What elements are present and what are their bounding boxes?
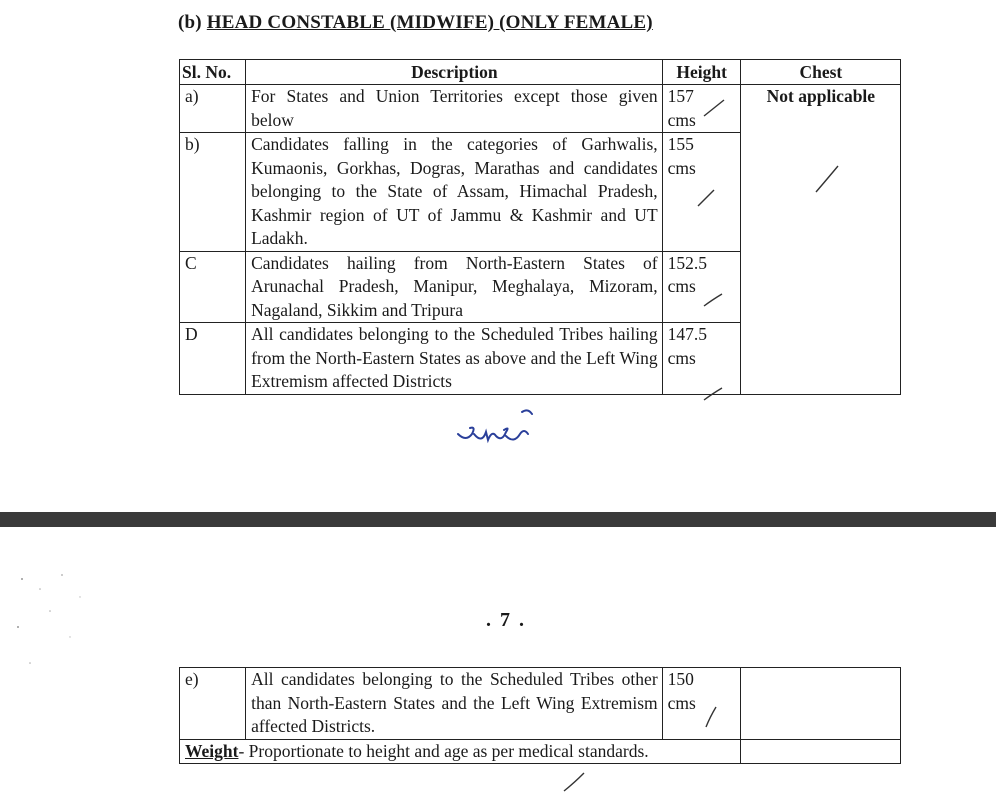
row-description: All candidates belonging to the Scheduled Tribes other than North-Eastern States and the Left Wing Extremism affected Districts. bbox=[246, 668, 663, 740]
height-requirements-table bbox=[179, 59, 901, 395]
row-description: All candidates belonging to the Scheduled Tribes hailing from the North-Eastern States as above and the Left Wing Extremism affected Districts bbox=[246, 323, 663, 395]
pen-tick-mark bbox=[560, 771, 590, 795]
height-value: 147.5 bbox=[667, 324, 708, 344]
chest-cell-empty bbox=[740, 668, 900, 740]
pen-tick-mark bbox=[694, 186, 722, 212]
header-sl-no: Sl. No. bbox=[180, 60, 246, 85]
height-unit: cms bbox=[667, 276, 696, 296]
pen-tick-mark bbox=[700, 288, 728, 312]
header-description: Description bbox=[246, 60, 663, 85]
row-number: C bbox=[180, 251, 246, 323]
pen-tick-mark bbox=[700, 382, 728, 406]
row-number: e) bbox=[180, 668, 246, 740]
row-description: Candidates falling in the categories of Garhwalis, Kumaonis, Gorkhas, Dogras, Marathas and candidates belonging to the State of Assam, Himachal Pradesh, Kashmir region of UT of Jammu & Kashmir and UT Ladakh. bbox=[246, 133, 663, 252]
section-heading bbox=[178, 12, 653, 34]
table-row bbox=[180, 668, 901, 740]
weight-label: Weight bbox=[185, 740, 239, 761]
weight-text: - Proportionate to height and age as per medical standards. bbox=[238, 740, 649, 761]
signature-image bbox=[452, 404, 536, 450]
row-description: For States and Union Territories except those given below bbox=[246, 85, 663, 133]
row-number: b) bbox=[180, 133, 246, 252]
row-description: Candidates hailing from North-Eastern States of Arunachal Pradesh, Manipur, Meghalaya, Mizoram, Nagaland, Sikkim and Tripura bbox=[246, 251, 663, 323]
header-chest: Chest bbox=[740, 60, 900, 85]
height-value: 152.5 bbox=[667, 252, 708, 273]
row-number: a) bbox=[180, 85, 246, 133]
pen-tick-mark bbox=[700, 703, 724, 731]
row-number: D bbox=[180, 323, 246, 395]
height-unit: cms bbox=[667, 157, 696, 178]
height-unit: cms bbox=[667, 692, 696, 713]
scan-speckles bbox=[10, 567, 90, 677]
height-unit: cms bbox=[667, 109, 696, 130]
document-page-2 bbox=[0, 527, 996, 797]
weight-chest-empty bbox=[740, 739, 900, 764]
weight-note bbox=[180, 739, 741, 764]
pen-tick-mark bbox=[700, 96, 728, 122]
pen-tick-mark bbox=[812, 162, 842, 196]
height-value: 150 bbox=[667, 669, 694, 689]
page-number: . 7 . bbox=[486, 609, 526, 631]
header-height: Height bbox=[662, 60, 740, 85]
height-requirements-table-continued bbox=[179, 667, 901, 764]
height-value: 155 bbox=[667, 134, 694, 154]
chest-cell bbox=[740, 85, 900, 395]
section-title: HEAD CONSTABLE (MIDWIFE) (ONLY FEMALE) bbox=[206, 12, 653, 33]
height-unit: cms bbox=[667, 347, 696, 368]
section-prefix: (b) bbox=[178, 12, 202, 33]
chest-value: Not applicable bbox=[766, 86, 876, 106]
table-header-row bbox=[180, 60, 901, 85]
height-value: 157 bbox=[667, 86, 694, 106]
table-row bbox=[180, 85, 901, 133]
weight-row bbox=[180, 739, 901, 764]
